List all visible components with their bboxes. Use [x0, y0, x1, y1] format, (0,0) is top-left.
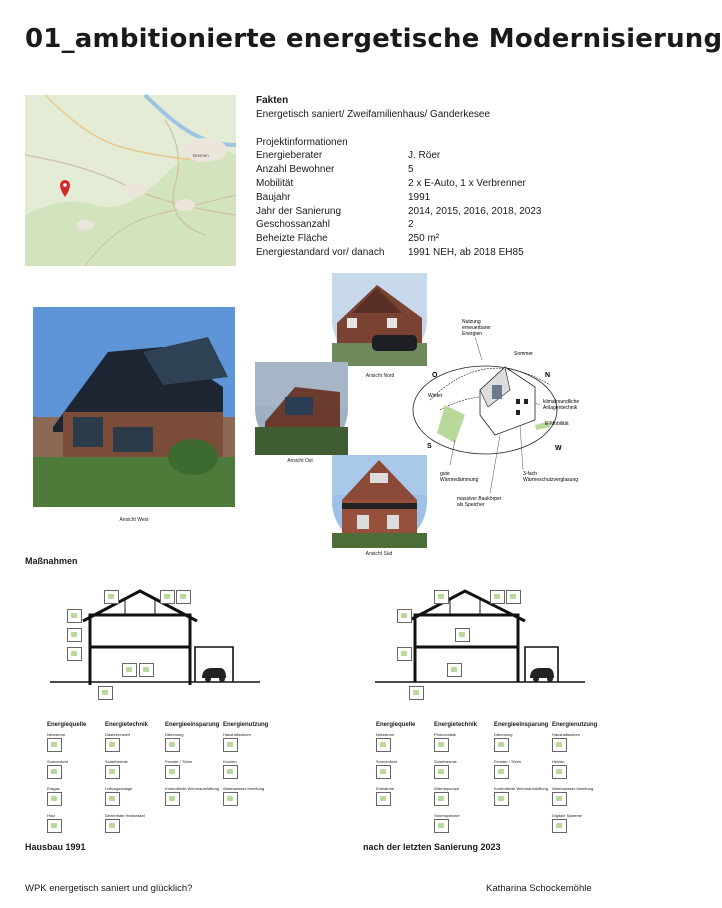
legend-label: Holz: [47, 813, 56, 818]
fact-row: [256, 218, 541, 232]
legend-label: Haushaltsstrom: [223, 732, 251, 737]
legend-header: Energiequelle: [47, 722, 87, 728]
legend-label: Kontrollierte Wohnraumlüftung: [494, 786, 548, 791]
legend-label: Erdwärme: [376, 786, 395, 791]
energy-diagram: [410, 315, 590, 510]
fact-key: Energiestandard vor/ danach: [256, 246, 385, 258]
legend-icon: [105, 765, 120, 779]
legend-1991: [47, 722, 287, 832]
measure-icon: [409, 686, 424, 700]
fact-value: 250 m²: [408, 233, 440, 245]
facts-table: [256, 149, 541, 259]
diag-vergl-1: 3-fach: [523, 471, 537, 477]
photo-ost: [255, 362, 348, 455]
caption-2023: nach der letzten Sanierung 2023: [363, 842, 501, 852]
legend-label: Lüftungsanlage: [105, 786, 133, 791]
measure-icon: [139, 663, 154, 677]
caption-1991: Hausbau 1991: [25, 842, 86, 852]
fact-row: [256, 246, 541, 260]
legend-icon: [47, 738, 62, 752]
measure-icon: [67, 609, 82, 623]
fact-row: [256, 149, 541, 163]
legend-label: Stromspeicher: [434, 813, 460, 818]
measure-icon: [104, 590, 119, 604]
fact-row: [256, 191, 541, 205]
legend-icon: [47, 819, 62, 833]
diag-nutzung-1: Nutzung: [462, 319, 481, 325]
measure-icon: [122, 663, 137, 677]
legend-label: Warmwasser-bereitung: [552, 786, 594, 791]
legend-header: Energietechnik: [105, 722, 149, 728]
legend-label: Wärmepumpe: [434, 786, 460, 791]
legend-header: Energieeinsparung: [165, 722, 220, 728]
legend-label: Erdgas: [47, 786, 60, 791]
legend-icon: [47, 765, 62, 779]
measure-icon: [67, 628, 82, 642]
diag-daemm-2: Wärmedämmung: [440, 477, 479, 483]
measure-icon: [506, 590, 521, 604]
legend-2023: [376, 722, 616, 832]
legend-header: Energienutzung: [223, 722, 269, 728]
fact-value: 2 x E-Auto, 1 x Verbrenner: [408, 177, 526, 189]
diag-nutzung-3: Energien: [462, 331, 483, 337]
legend-icon: [552, 819, 567, 833]
fact-row: [256, 205, 541, 219]
legend-label: Sonnenlicht: [376, 759, 397, 764]
diag-klima-2: Anlagentechnik: [543, 405, 578, 411]
fact-key: Baujahr: [256, 191, 291, 203]
caption-ost: Ansicht Ost: [287, 458, 313, 464]
legend-icon: [376, 738, 391, 752]
measure-icon: [160, 590, 175, 604]
footer-left: WPK energetisch saniert und glücklich?: [25, 883, 193, 894]
massnahmen-heading: Maßnahmen: [25, 556, 78, 566]
legend-icon: [494, 792, 509, 806]
diag-vergl-2: Wärmeschutzverglasung: [523, 477, 579, 483]
diag-dir-w: W: [555, 445, 562, 452]
legend-label: Netzstrom: [47, 732, 66, 737]
legend-icon: [223, 738, 238, 752]
footer-right: Katharina Schockemöhle: [486, 883, 592, 894]
legend-label: Dämmung: [494, 732, 513, 737]
measure-icon: [98, 686, 113, 700]
legend-label: Kochen: [223, 759, 237, 764]
legend-icon: [434, 792, 449, 806]
fact-value: 1991 NEH, ab 2018 EH85: [408, 246, 524, 258]
legend-icon: [552, 738, 567, 752]
fact-value: 2014, 2015, 2016, 2018, 2023: [408, 205, 542, 217]
page-title: 01_ambitionierte energetische Modernisierung: [25, 24, 722, 54]
diag-dir-n: N: [545, 372, 551, 379]
legend-label: Netzstrom: [376, 732, 395, 737]
legend-label: Solarthermie: [434, 759, 457, 764]
measure-icon: [490, 590, 505, 604]
legend-label: Heizen: [552, 759, 565, 764]
caption-west: Ansicht West: [119, 517, 149, 523]
legend-icon: [105, 819, 120, 833]
measure-icon: [434, 590, 449, 604]
diag-daemm-1: gute: [440, 471, 450, 477]
fact-row: [256, 232, 541, 246]
legend-icon: [552, 792, 567, 806]
legend-icon: [376, 765, 391, 779]
legend-icon: [376, 792, 391, 806]
fact-value: 5: [408, 164, 414, 176]
diag-dir-s: S: [427, 443, 432, 450]
legend-icon: [165, 738, 180, 752]
legend-label: Dämmung: [165, 732, 184, 737]
measure-icon: [397, 647, 412, 661]
map-label: Bremen: [193, 153, 209, 158]
facts-block: [256, 94, 541, 260]
diag-nutzung-2: erneuerbarer: [462, 325, 491, 331]
measure-icon: [455, 628, 470, 642]
section-2023: [370, 585, 590, 705]
diag-speicher-2: als Speicher: [457, 502, 485, 508]
legend-label: Haushaltsstrom: [552, 732, 580, 737]
legend-icon: [434, 765, 449, 779]
map-graphic: [25, 95, 236, 266]
legend-label: Fenster / Türen: [165, 759, 193, 764]
fact-value: 1991: [408, 191, 431, 203]
measure-icon: [447, 663, 462, 677]
photo-west: [33, 307, 235, 507]
facts-heading: Fakten: [256, 95, 289, 106]
diag-dir-o: O: [432, 372, 438, 379]
legend-icon: [434, 819, 449, 833]
fact-row: [256, 163, 541, 177]
facts-subtitle: Energetisch saniert/ Zweifamilienhaus/ Ganderkesee: [256, 108, 491, 120]
legend-icon: [552, 765, 567, 779]
legend-header: Energieeinsparung: [494, 722, 549, 728]
legend-header: Energiequelle: [376, 722, 416, 728]
legend-icon: [494, 738, 509, 752]
legend-label: Dezentrale Heizkessel: [105, 813, 145, 818]
diag-sommer: Sommer: [514, 351, 533, 357]
section-1991: [45, 585, 265, 705]
legend-label: Gasbrennwert: [105, 732, 131, 737]
legend-icon: [165, 765, 180, 779]
measure-icon: [176, 590, 191, 604]
legend-label: Kontrollierte Wohnraumlüftung: [165, 786, 219, 791]
diag-emob: E-Mobilität: [545, 421, 569, 427]
legend-label: Sonnenlicht: [47, 759, 68, 764]
legend-label: Warmwasser-bereitung: [223, 786, 265, 791]
legend-label: Fenster / Türen: [494, 759, 522, 764]
diag-klima-1: klimafreundliche: [543, 399, 580, 405]
fact-key: Mobilität: [256, 177, 294, 189]
legend-icon: [223, 792, 238, 806]
facts-section: Projektinformationen: [256, 136, 348, 148]
legend-icon: [494, 765, 509, 779]
measure-icon: [397, 609, 412, 623]
legend-icon: [105, 738, 120, 752]
caption-sued: Ansicht Süd: [365, 551, 393, 557]
fact-key: Beheizte Fläche: [256, 233, 328, 245]
legend-icon: [47, 792, 62, 806]
fact-value: 2: [408, 219, 414, 231]
legend-label: Solarthermie: [105, 759, 128, 764]
legend-icon: [434, 738, 449, 752]
legend-label: Photovoltaik: [434, 732, 456, 737]
caption-nord: Ansicht Nord: [365, 373, 395, 379]
legend-icon: [165, 792, 180, 806]
location-map: [25, 95, 236, 266]
measure-icon: [67, 647, 82, 661]
diag-speicher-1: massiver Baukörper: [457, 496, 502, 502]
fact-value: J. Röer: [408, 150, 441, 162]
fact-key: Geschossanzahl: [256, 219, 330, 231]
diag-winter: Winter: [428, 393, 443, 399]
legend-header: Energietechnik: [434, 722, 478, 728]
legend-icon: [223, 765, 238, 779]
fact-key: Energieberater: [256, 150, 323, 162]
legend-icon: [105, 792, 120, 806]
fact-key: Anzahl Bewohner: [256, 164, 335, 176]
fact-key: Jahr der Sanierung: [256, 205, 342, 217]
legend-header: Energienutzung: [552, 722, 598, 728]
fact-row: [256, 177, 541, 191]
legend-label: Digitale Systeme: [552, 813, 583, 818]
